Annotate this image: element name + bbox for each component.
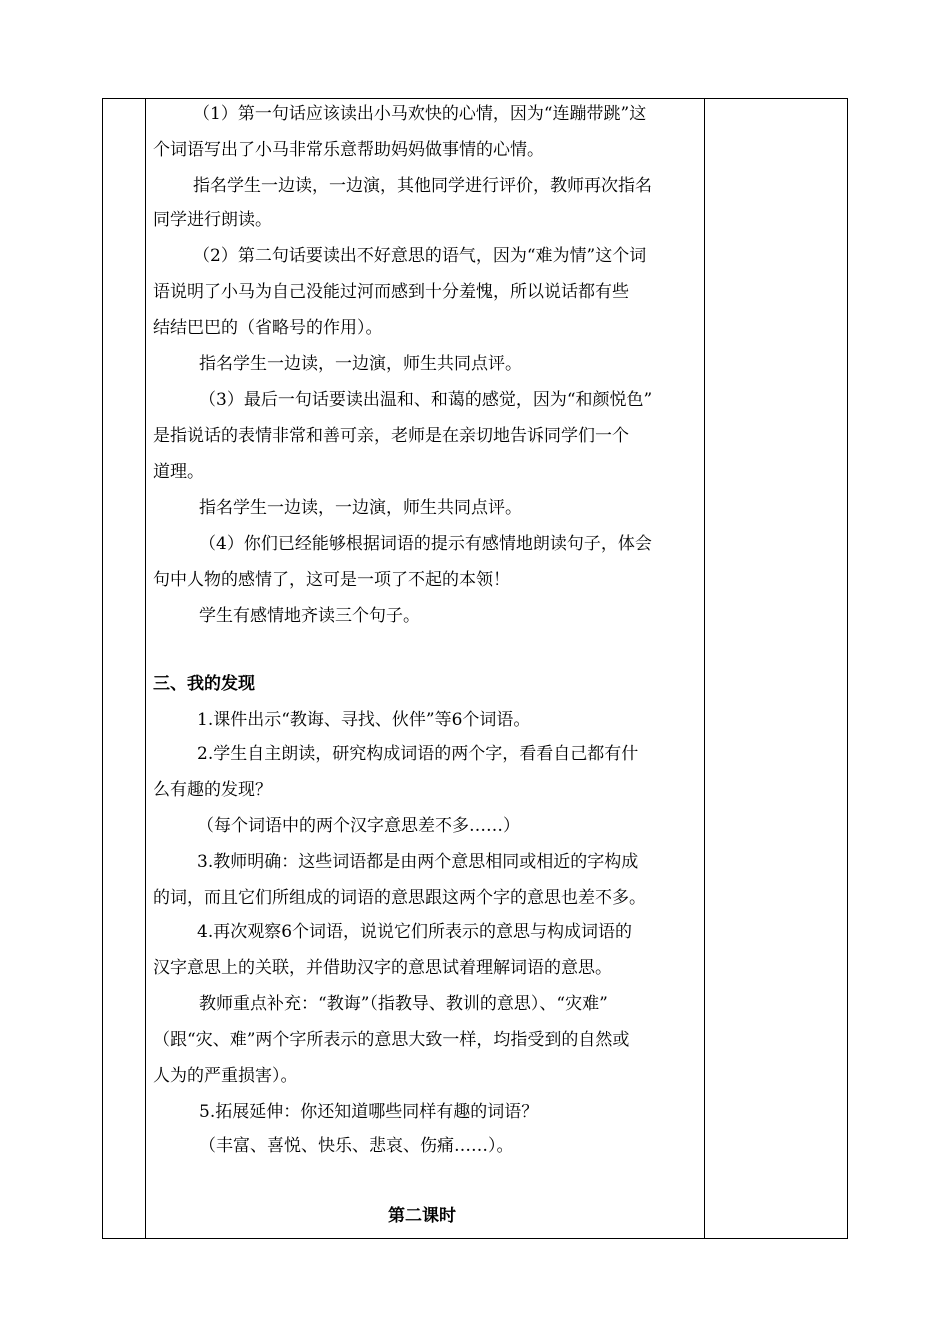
text-line: 1.课件出示“教诲、寻找、伙伴”等6个词语。	[197, 710, 531, 730]
section-heading: 三、我的发现	[153, 674, 255, 694]
text-line: 句中人物的感情了，这可是一项了不起的本领！	[153, 570, 510, 590]
table-column-divider-left	[145, 98, 146, 1239]
text-line: 5.拓展延伸：你还知道哪些同样有趣的词语？	[199, 1102, 539, 1122]
text-line: 指名学生一边读，一边演，其他同学进行评价，教师再次指名	[193, 176, 652, 196]
text-line: 学生有感情地齐读三个句子。	[199, 606, 420, 626]
text-line: 个词语写出了小马非常乐意帮助妈妈做事情的心情。	[153, 140, 544, 160]
text-line: 结结巴巴的（省略号的作用）。	[153, 318, 383, 338]
text-line: 是指说话的表情非常和善可亲，老师是在亲切地告诉同学们一个	[153, 426, 629, 446]
text-line: 教师重点补充：“教诲”（指教导、教训的意思）、“灾难”	[199, 994, 608, 1014]
table-column-divider-right	[704, 98, 705, 1239]
text-line: （4）你们已经能够根据词语的提示有感情地朗读句子，体会	[199, 534, 652, 554]
text-line: 语说明了小马为自己没能过河而感到十分羞愧，所以说话都有些	[153, 282, 629, 302]
text-line: （1）第一句话应该读出小马欢快的心情，因为“连蹦带跳”这	[193, 104, 647, 124]
text-line: （3）最后一句话要读出温和、和蔼的感觉，因为“和颜悦色”	[199, 390, 653, 410]
text-line: 人为的严重损害）。	[153, 1066, 298, 1086]
text-line: 2.学生自主朗读，研究构成词语的两个字，看看自己都有什	[197, 744, 639, 764]
text-line: 指名学生一边读，一边演，师生共同点评。	[199, 498, 522, 518]
text-line: 3.教师明确：这些词语都是由两个意思相同或相近的字构成	[197, 852, 639, 872]
text-line: （丰富、喜悦、快乐、悲哀、伤痛……）。	[199, 1136, 514, 1156]
text-line: （2）第二句话要读出不好意思的语气，因为“难为情”这个词	[193, 246, 647, 266]
lesson-period-heading: 第二课时	[388, 1206, 456, 1226]
text-line: 道理。	[153, 462, 204, 482]
text-line: 么有趣的发现？	[153, 780, 272, 800]
text-line: 汉字意思上的关联，并借助汉字的意思试着理解词语的意思。	[153, 958, 612, 978]
text-line: 4.再次观察6个词语，说说它们所表示的意思与构成词语的	[197, 922, 633, 942]
text-line: （跟“灾、难”两个字所表示的意思大致一样，均指受到的自然或	[153, 1030, 630, 1050]
text-line: 指名学生一边读，一边演，师生共同点评。	[199, 354, 522, 374]
text-line: （每个词语中的两个汉字意思差不多……）	[197, 816, 520, 836]
text-line: 同学进行朗读。	[153, 210, 272, 230]
text-line: 的词，而且它们所组成的词语的意思跟这两个字的意思也差不多。	[153, 888, 646, 908]
